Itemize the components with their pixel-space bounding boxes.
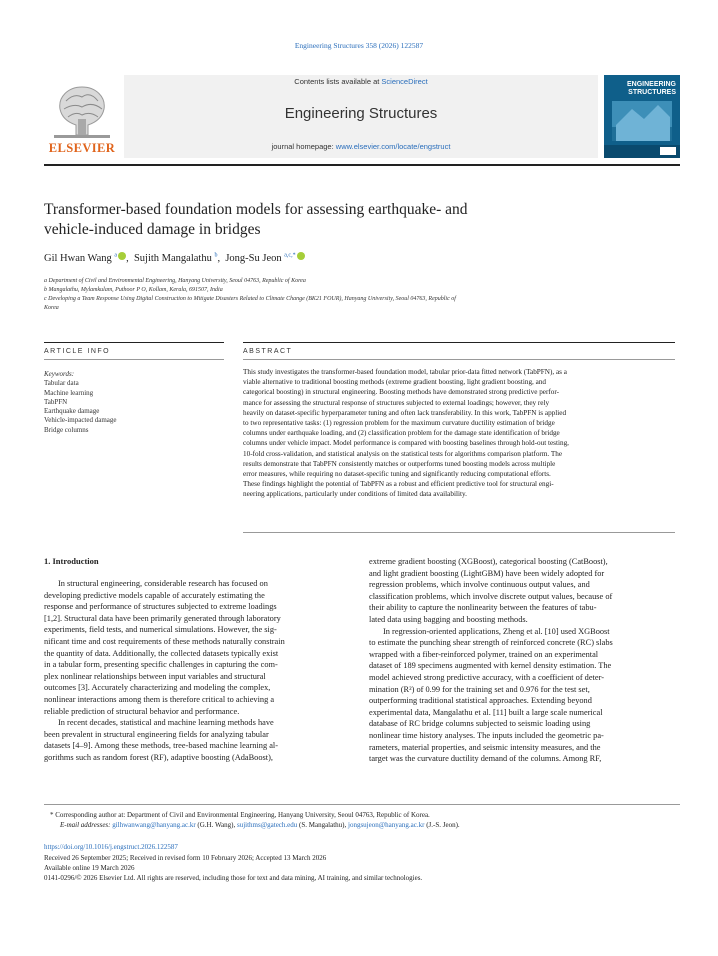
author-name[interactable]: Jong-Su Jeon (225, 253, 282, 264)
body-line: nonlinear interactions among them is therefore critical to achieving a (44, 694, 275, 704)
keyword: Earthquake damage (44, 407, 100, 416)
article-info-rule (44, 342, 224, 343)
keyword: Machine learning (44, 388, 94, 397)
article-title (44, 200, 644, 240)
body-line: nificant time and cost requirements of these methods naturally constrain (44, 636, 285, 646)
affiliation-c-cont: Korea (44, 305, 59, 311)
doi-link[interactable] (44, 842, 178, 852)
email-link[interactable]: sujithms@gatech.edu (236, 821, 298, 829)
keyword: Vehicle-impacted damage (44, 416, 117, 425)
abstract-line: heavily on dataset-specific hyperparameter tuning and often lack transferability. In this work, TabPFN is applied (243, 408, 567, 417)
homepage-prefix: journal homepage: (271, 142, 336, 151)
email-link[interactable]: jongsujeon@hanyang.ac.kr (348, 821, 425, 829)
abstract-line: columns under earthquake loading, and (2) classification problem for the damage state identification of bridge (243, 429, 560, 438)
abstract-line: neering applications, particularly under conditions of limited data availability. (243, 490, 467, 499)
author-name[interactable]: Gil Hwan Wang (44, 253, 112, 264)
body-line: wrapped with a fiber-reinforced polymer, trained on an experimental (369, 649, 599, 659)
body-line: In recent decades, statistical and machine learning methods have (58, 718, 274, 728)
body-line: database of RC bridge columns subjected to seismic loading using (369, 719, 591, 729)
author-list: Gil Hwan Wang $^a$ , Sujith Mangalathu $^b$, Jong-Su Jeon $^{a,c,*}$ (44, 252, 305, 264)
author-name[interactable]: Sujith Mangalathu (133, 253, 212, 264)
body-line: response and performance of structures subjected to extreme loadings (44, 602, 277, 612)
journal-header (44, 75, 680, 158)
body-line: target was the curvature ductility demand of the columns. Among RF, (369, 754, 602, 764)
journal-homepage (124, 142, 598, 151)
email-label: E-mail addresses: (60, 821, 111, 829)
abstract-line: These findings highlight the potential of TabPFN as a robust and efficient predictive tool for structural engi- (243, 480, 554, 489)
affiliation-b: b Mangalathu, Mylamkulam, Puthoor P O, Kollam, Kerala, 691507, India (44, 287, 223, 293)
cover-title: ENGINEERING STRUCTURES (626, 81, 676, 96)
abstract-line: This study investigates the transformer-based foundation model, tabular prior-data fitted network (TabPFN), as a (243, 368, 567, 376)
corresponding-author-note: * Corresponding author at: Department of Civil and Environmental Engineering, Hanyang University, Seoul 04763, Republic of Korea. (50, 811, 430, 819)
doi-url[interactable]: https://doi.org/10.1016/j.engstruct.2026.122587 (44, 843, 178, 851)
abstract-body (243, 367, 675, 500)
affiliation-c: c Developing a Team Response Using Digital Construction to Mitigate Disasters Related to Climate Change (BK21 FOUR), Hanyang University, Seoul 04763, Republic of (44, 296, 456, 302)
orcid-icon[interactable] (118, 252, 126, 260)
body-line: plex nonlinear relationships between input variables and structural (44, 671, 266, 681)
copyright-notice: 0141-0296/© 2026 Elsevier Ltd. All rights are reserved, including those for text and data mining, AI training, and similar technologies. (44, 874, 423, 882)
intro-heading: 1. Introduction (44, 556, 99, 566)
abstract-line: error measures, while requiring no dataset-specific tuning and significantly reducing computational efforts. (243, 470, 551, 479)
body-line: reliable prediction of structural behavior and performance. (44, 706, 240, 716)
header-rule (44, 164, 680, 166)
body-line: dataset of 189 specimens augmented with kernel density estimation. The (369, 661, 612, 671)
body-line: outcomes [3]. Accurately characterizing and modeling the complex, (44, 683, 271, 693)
cover-art-icon (604, 75, 680, 158)
body-line: rameters, material properties, and seismic intensity measures, and the (369, 742, 601, 752)
affiliation-a: a Department of Civil and Environmental Engineering, Hanyang University, Seoul 04763, Republic of Korea (44, 278, 306, 284)
body-line: In regression-oriented applications, Zheng et al. [10] used XGBoost (383, 626, 610, 636)
contents-prefix: Contents lists available at (294, 77, 382, 86)
body-line: outperforming traditional statistical approaches. Extending beyond (369, 696, 592, 706)
title-line-1: Transformer-based foundation models for assessing earthquake- and (44, 201, 468, 218)
elsevier-wordmark: ELSEVIER (48, 141, 116, 155)
body-line: regression problems, which involve continuous output values, and (369, 580, 590, 590)
abstract-line: viable alternative to traditional boosting methods (extreme gradient boosting, light gradient boosting, and (243, 378, 547, 387)
body-line: [1,2]. Structural data have been primarily generated through laboratory (44, 613, 281, 623)
body-line: and light gradient boosting (LightGBM) have been widely adopted for (369, 568, 605, 578)
keyword: Tabular data (44, 379, 79, 388)
article-info-heading: ARTICLE INFO (44, 348, 111, 355)
contents-available (124, 77, 598, 86)
email-addresses (60, 820, 680, 830)
keyword: TabPFN (44, 397, 68, 406)
author-affiliation-mark[interactable]: b (214, 252, 218, 259)
body-line: been prevalent in structural engineering fields for analyzing tabular (44, 729, 269, 739)
article-info-subrule (44, 359, 224, 360)
email-link[interactable]: gilhwanwang@hanyang.ac.kr (112, 821, 196, 829)
body-line: extreme gradient boosting (XGBoost), categorical boosting (CatBoost), (369, 557, 608, 566)
elsevier-logo[interactable] (44, 75, 120, 158)
body-line: gorithms such as random forest (RF), adaptive boosting (AdaBoost), (44, 752, 273, 762)
body-line: experiments, field tests, and numerical simulations. However, the sig- (44, 625, 277, 635)
journal-title: Engineering Structures (284, 105, 438, 122)
email-owner: (J.-S. Jeon). (424, 821, 460, 829)
abstract-line: 10-fold cross-validation, and statistical analysis on the statistical tests for algorithms comparison platform. The (243, 449, 563, 458)
footnote-rule (44, 804, 680, 805)
keywords-label: Keywords: (44, 370, 75, 378)
body-line: the quantity of data. Additionally, the collected datasets typically exist (44, 648, 279, 658)
abstract-line: to two representative tasks: (1) regression problem for the maximum curvature ductility estimation of bridge (243, 419, 555, 428)
intro-right-column (369, 556, 674, 765)
abstract-line: categorical boosting) in structural engineering. Boosting methods have demonstrated strong predictive perfor- (243, 388, 560, 397)
orcid-icon[interactable] (297, 252, 305, 260)
abstract-end-rule (243, 532, 675, 533)
sciencedirect-link[interactable]: ScienceDirect (381, 77, 428, 86)
elsevier-tree-icon (44, 75, 120, 141)
keyword: Bridge columns (44, 425, 89, 434)
keywords-block (44, 370, 224, 435)
abstract-heading: ABSTRACT (243, 348, 293, 355)
title-line-2: vehicle-induced damage in bridges (44, 221, 261, 238)
body-line: nonlinear time history analyses. The inputs included the geometric pa- (369, 730, 604, 740)
body-line: classification problems, which involve discrete output values, because of (369, 591, 613, 601)
abstract-subrule (243, 359, 675, 360)
abstract-line: mance for assessing the structural response of structures subjected to external loadings; however, they rely (243, 398, 550, 407)
homepage-link[interactable]: www.elsevier.com/locate/engstruct (335, 142, 451, 151)
author-affiliation-mark[interactable]: a (114, 252, 118, 259)
body-line: their ability to capture the nonlinearity between the features of tabu- (369, 603, 597, 613)
abstract-line: columns under vehicle impact. Model performance is compared with boosting baselines through hold-out testing, (243, 439, 569, 448)
intro-left-column (44, 578, 349, 764)
abstract-line: results demonstrate that TabPFN consistently matches or outperforms tuned boosting models across multiple (243, 459, 556, 468)
body-line: lated data using bagging and boosting methods. (369, 614, 528, 624)
body-line: mination (R²) of 0.99 for the training set and 0.976 for the test set, (369, 684, 590, 694)
body-line: model achieved strong predictive accuracy, with a coefficient of deter- (369, 672, 604, 682)
body-line: to estimate the punching shear strength of reinforced concrete (RC) slabs (369, 638, 613, 648)
available-online: Available online 19 March 2026 (44, 864, 135, 872)
email-owner: (S. Mangalathu), (297, 821, 349, 829)
author-affiliation-mark[interactable]: a,c,* (284, 252, 296, 259)
journal-reference[interactable]: Engineering Structures 358 (2026) 122587 (294, 41, 424, 50)
received-dates: Received 26 September 2025; Received in revised form 10 February 2026; Accepted 13 March 2026 (44, 854, 327, 862)
journal-cover[interactable] (604, 75, 680, 158)
abstract-rule (243, 342, 675, 343)
body-line: in a tabular form, presenting specific challenges in capturing the com- (44, 660, 278, 670)
body-line: In structural engineering, considerable research has focused on (58, 579, 268, 588)
body-line: experimental data, Mangalathu et al. [11] built a large scale numerical (369, 707, 603, 717)
body-line: developing predictive models capable of accurately estimating the (44, 590, 265, 600)
email-owner: (G.H. Wang), (195, 821, 237, 829)
body-line: datasets [4–9]. Among these methods, tree-based machine learning al- (44, 741, 279, 751)
